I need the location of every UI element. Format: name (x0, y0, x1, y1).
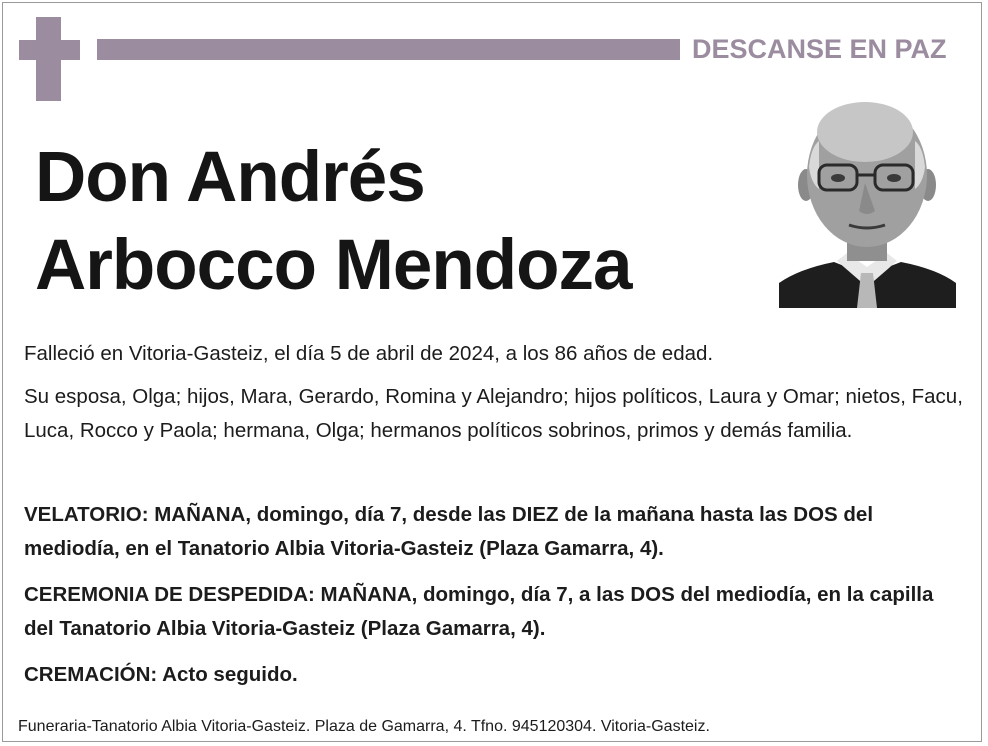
portrait-photo (779, 97, 956, 308)
cross-icon-horizontal (19, 40, 80, 60)
header-divider-bar (97, 39, 680, 60)
header-label: DESCANSE EN PAZ (692, 34, 947, 64)
deceased-name (35, 134, 735, 310)
ceremony-text: CEREMONIA DE DESPEDIDA: MAÑANA, domingo, día 7, a las DOS del mediodía, en la capilla del Tanatorio Albia Vitoria-Gasteiz (Plaza Gamarra, 4). (24, 583, 934, 640)
funeral-home-footer: Funeraria-Tanatorio Albia Vitoria-Gasteiz. Plaza de Gamarra, 4. Tfno. 945120304. Vitoria-Gasteiz. (18, 718, 710, 735)
death-notice-text: Falleció en Vitoria-Gasteiz, el día 5 de abril de 2024, a los 86 años de edad. (24, 342, 714, 365)
family-text: Su esposa, Olga; hijos, Mara, Gerardo, Romina y Alejandro; hijos políticos, Laura y Omar; nietos, Facu, Luca, Rocco y Paola; hermana, Olga; hermanos políticos sobrinos, primos y demás familia. (24, 385, 963, 442)
name-line-1: Don Andrés (35, 138, 425, 217)
wake-text: VELATORIO: MAÑANA, domingo, día 7, desde las DIEZ de la mañana hasta las DOS del mediodía, en el Tanatorio Albia Vitoria-Gasteiz (Plaza Gamarra, 4). (24, 503, 874, 560)
cremation-text: CREMACIÓN: Acto seguido. (24, 663, 298, 686)
name-line-2: Arbocco Mendoza (35, 226, 632, 305)
